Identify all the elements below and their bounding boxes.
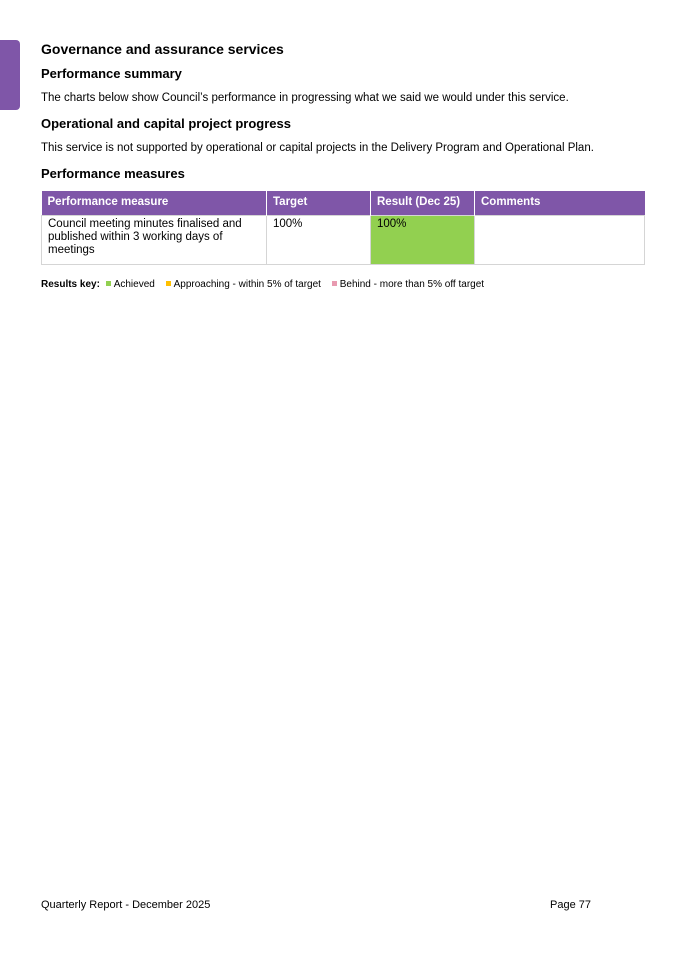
cell-target: 100% — [267, 216, 371, 265]
cell-result: 100% — [371, 216, 475, 265]
header-target: Target — [267, 191, 371, 216]
behind-swatch-icon — [332, 281, 337, 286]
approaching-swatch-icon — [166, 281, 171, 286]
key-approaching: Approaching - within 5% of target — [173, 279, 321, 290]
measures-heading: Performance measures — [41, 166, 185, 181]
cell-measure: Council meeting minutes finalised and published within 3 working days of meetings — [42, 216, 267, 265]
projects-text: This service is not supported by operational or capital projects in the Delivery Program and Operational Plan. — [41, 142, 594, 154]
achieved-swatch-icon — [106, 281, 111, 286]
cell-comments — [475, 216, 645, 265]
projects-heading: Operational and capital project progress — [41, 116, 291, 131]
section-tab — [0, 40, 20, 110]
table-header-row — [42, 191, 645, 216]
table-row — [42, 216, 645, 265]
key-achieved: Achieved — [113, 279, 155, 290]
header-measure: Performance measure — [42, 191, 267, 216]
results-key — [41, 279, 644, 291]
performance-table — [41, 191, 645, 265]
header-result: Result (Dec 25) — [371, 191, 475, 216]
results-key-label: Results key: — [41, 279, 100, 290]
header-comments: Comments — [475, 191, 645, 216]
summary-text: The charts below show Council’s performance in progressing what we said we would under this service. — [41, 92, 569, 104]
footer-report-title: Quarterly Report - December 2025 — [41, 899, 211, 911]
key-behind: Behind - more than 5% off target — [339, 279, 485, 290]
footer-page-number: Page 77 — [550, 899, 591, 911]
page-title: Governance and assurance services — [41, 41, 284, 57]
page-content — [41, 40, 644, 291]
summary-heading: Performance summary — [41, 66, 182, 81]
